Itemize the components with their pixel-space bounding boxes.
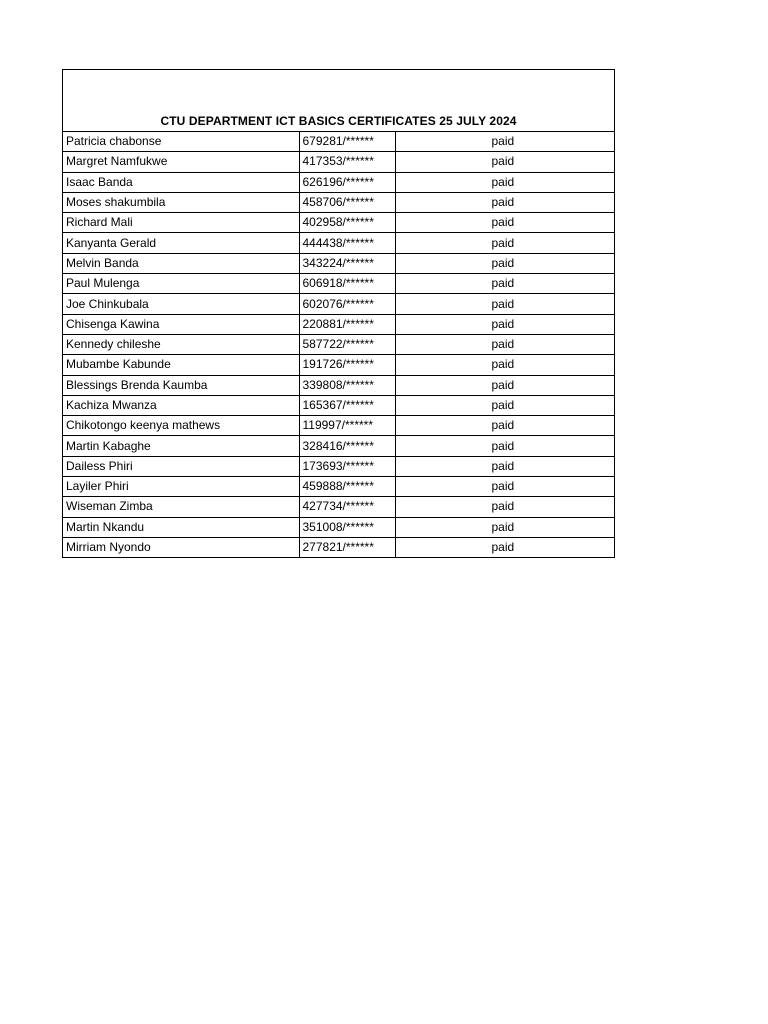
student-id-cell: 587722/****** [299,334,395,354]
student-id-cell: 351008/****** [299,517,395,537]
table-row [63,132,614,152]
table-row [63,395,614,415]
student-id-cell: 444438/****** [299,233,395,253]
student-id-cell: 165367/****** [299,395,395,415]
student-name-cell: Blessings Brenda Kaumba [63,375,299,395]
table-row [63,456,614,476]
student-id-cell: 459888/****** [299,477,395,497]
student-id-cell: 119997/****** [299,416,395,436]
payment-status-cell: paid [395,456,614,476]
payment-status-cell: paid [395,395,614,415]
records-body [63,132,614,557]
table-row [63,477,614,497]
table-row [63,233,614,253]
student-id-cell: 679281/****** [299,132,395,152]
payment-status-cell: paid [395,274,614,294]
student-id-cell: 606918/****** [299,274,395,294]
student-id-cell: 277821/****** [299,537,395,557]
table-row [63,152,614,172]
table-row [63,355,614,375]
payment-status-cell: paid [395,416,614,436]
student-name-cell: Chikotongo keenya mathews [63,416,299,436]
table-row [63,334,614,354]
payment-status-cell: paid [395,294,614,314]
student-id-cell: 417353/****** [299,152,395,172]
student-id-cell: 458706/****** [299,192,395,212]
certificate-sheet [62,69,615,558]
table-row [63,192,614,212]
student-id-cell: 343224/****** [299,253,395,273]
student-id-cell: 328416/****** [299,436,395,456]
payment-status-cell: paid [395,132,614,152]
student-name-cell: Wiseman Zimba [63,497,299,517]
table-row [63,537,614,557]
student-id-cell: 427734/****** [299,497,395,517]
payment-status-cell: paid [395,355,614,375]
student-name-cell: Paul Mulenga [63,274,299,294]
student-name-cell: Martin Nkandu [63,517,299,537]
payment-status-cell: paid [395,375,614,395]
student-id-cell: 173693/****** [299,456,395,476]
student-name-cell: Richard Mali [63,213,299,233]
student-name-cell: Kennedy chileshe [63,334,299,354]
student-name-cell: Moses shakumbila [63,192,299,212]
student-name-cell: Patricia chabonse [63,132,299,152]
student-name-cell: Mubambe Kabunde [63,355,299,375]
student-id-cell: 402958/****** [299,213,395,233]
payment-status-cell: paid [395,497,614,517]
student-name-cell: Margret Namfukwe [63,152,299,172]
payment-status-cell: paid [395,192,614,212]
table-row [63,314,614,334]
payment-status-cell: paid [395,334,614,354]
payment-status-cell: paid [395,253,614,273]
student-name-cell: Joe Chinkubala [63,294,299,314]
table-row [63,213,614,233]
student-name-cell: Martin Kabaghe [63,436,299,456]
student-name-cell: Mirriam Nyondo [66,540,151,555]
student-name-cell: Isaac Banda [63,172,299,192]
student-id-cell: 339808/****** [299,375,395,395]
student-name-cell: Dailess Phiri [63,456,299,476]
payment-status-cell: paid [395,517,614,537]
table-row [63,497,614,517]
table-row [63,416,614,436]
records-table [63,132,614,557]
payment-status-cell: paid [395,436,614,456]
payment-status-cell: paid [395,152,614,172]
student-name-cell: Kanyanta Gerald [63,233,299,253]
table-row [63,375,614,395]
student-name-cell: Chisenga Kawina [63,314,299,334]
table-row [63,517,614,537]
payment-status-cell: paid [395,213,614,233]
title-row [63,70,614,132]
student-id-cell: 602076/****** [299,294,395,314]
table-row [63,294,614,314]
student-name-cell: Kachiza Mwanza [63,395,299,415]
student-id-cell: 626196/****** [299,172,395,192]
student-name-cell: Melvin Banda [63,253,299,273]
table-row [63,253,614,273]
payment-status-cell: paid [395,477,614,497]
payment-status-cell: paid [491,540,515,555]
payment-status-cell: paid [395,233,614,253]
student-id-cell: 220881/****** [299,314,395,334]
payment-status-cell: paid [395,314,614,334]
table-row [63,274,614,294]
student-id-cell: 191726/****** [299,355,395,375]
table-row [63,172,614,192]
document-title: CTU DEPARTMENT ICT BASICS CERTIFICATES 25 JULY 2024 [160,114,517,128]
table-row [63,436,614,456]
student-name-cell: Layiler Phiri [63,477,299,497]
payment-status-cell: paid [395,172,614,192]
